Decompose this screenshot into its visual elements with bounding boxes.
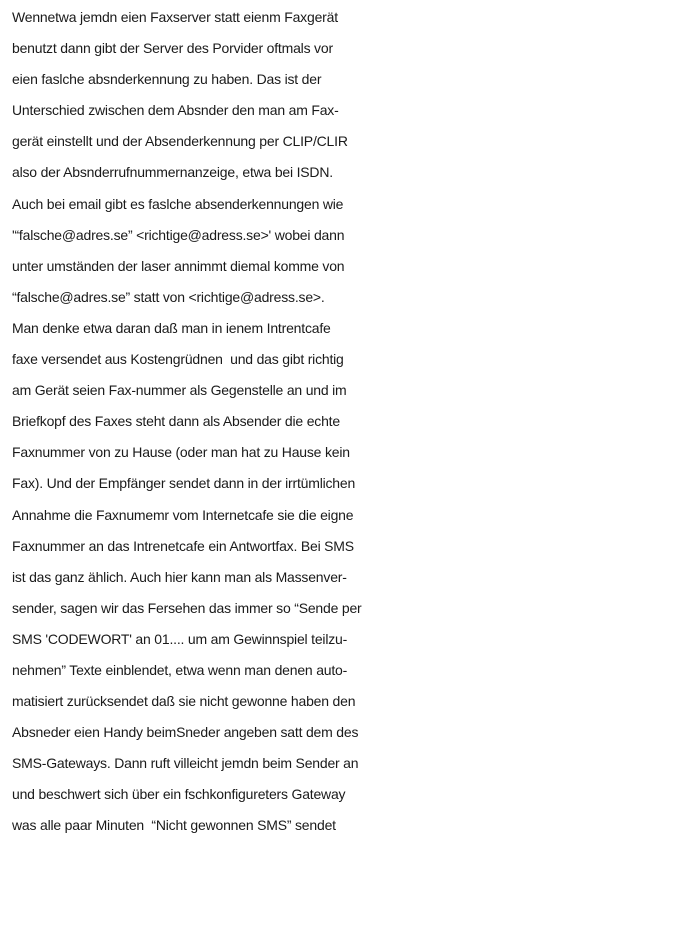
body-text — [12, 2, 684, 842]
text-line: Faxnummer von zu Hause (oder man hat zu Hause kein — [12, 444, 350, 461]
text-line: benutzt dann gibt der Server des Porvider oftmals vor — [12, 40, 333, 57]
text-line: also der Absnderrufnummernanzeige, etwa bei ISDN. — [12, 164, 333, 181]
text-line: Unterschied zwischen dem Absnder den man am Fax- — [12, 102, 339, 119]
text-line: was alle paar Minuten “Nicht gewonnen SMS” sendet — [12, 817, 336, 834]
text-line: sender, sagen wir das Fersehen das immer so “Sende per — [12, 599, 362, 616]
text-line: nehmen” Texte einblendet, etwa wenn man denen auto- — [12, 661, 348, 678]
text-line: Man denke etwa daran daß man in ienem Intrentcafe — [12, 319, 331, 336]
text-line: gerät einstellt und der Absenderkennung per CLIP/CLIR — [12, 133, 348, 150]
text-line: Briefkopf des Faxes steht dann als Absender die echte — [12, 413, 340, 430]
text-line: Fax). Und der Empfänger sendet dann in der irrtümlichen — [12, 475, 356, 492]
text-line: Auch bei email gibt es faslche absenderkennungen wie — [12, 195, 344, 212]
text-line: am Gerät seien Fax-nummer als Gegenstelle an und im — [12, 382, 347, 399]
text-line: Absneder eien Handy beimSneder angeben satt dem des — [12, 724, 359, 741]
text-line: eien faslche absnderkennung zu haben. Das ist der — [12, 71, 322, 88]
text-line: Faxnummer an das Intrenetcafe ein Antwortfax. Bei SMS — [12, 537, 354, 554]
text-line: faxe versendet aus Kostengrüdnen und das gibt richtig — [12, 351, 344, 368]
text-line: ist das ganz ählich. Auch hier kann man als Massenver- — [12, 568, 347, 585]
text-line: unter umständen der laser annimmt diemal komme von — [12, 257, 345, 274]
text-line: '“falsche@adres.se” <richtige@adress.se>' wobei dann — [12, 226, 345, 243]
text-line: Wennetwa jemdn eien Faxserver statt eienm Faxgerät — [12, 9, 338, 25]
text-line: matisiert zurücksendet daß sie nicht gewonne haben den — [12, 693, 356, 710]
text-line: “falsche@adres.se” statt von <richtige@adress.se>. — [12, 288, 325, 305]
text-line: Annahme die Faxnumemr vom Internetcafe sie die eigne — [12, 506, 354, 523]
text-line: SMS 'CODEWORT' an 01.... um am Gewinnspiel teilzu- — [12, 630, 348, 647]
text-line: und beschwert sich über ein fschkonfigureters Gateway — [12, 786, 346, 803]
text-line: SMS-Gateways. Dann ruft villeicht jemdn beim Sender an — [12, 755, 359, 772]
